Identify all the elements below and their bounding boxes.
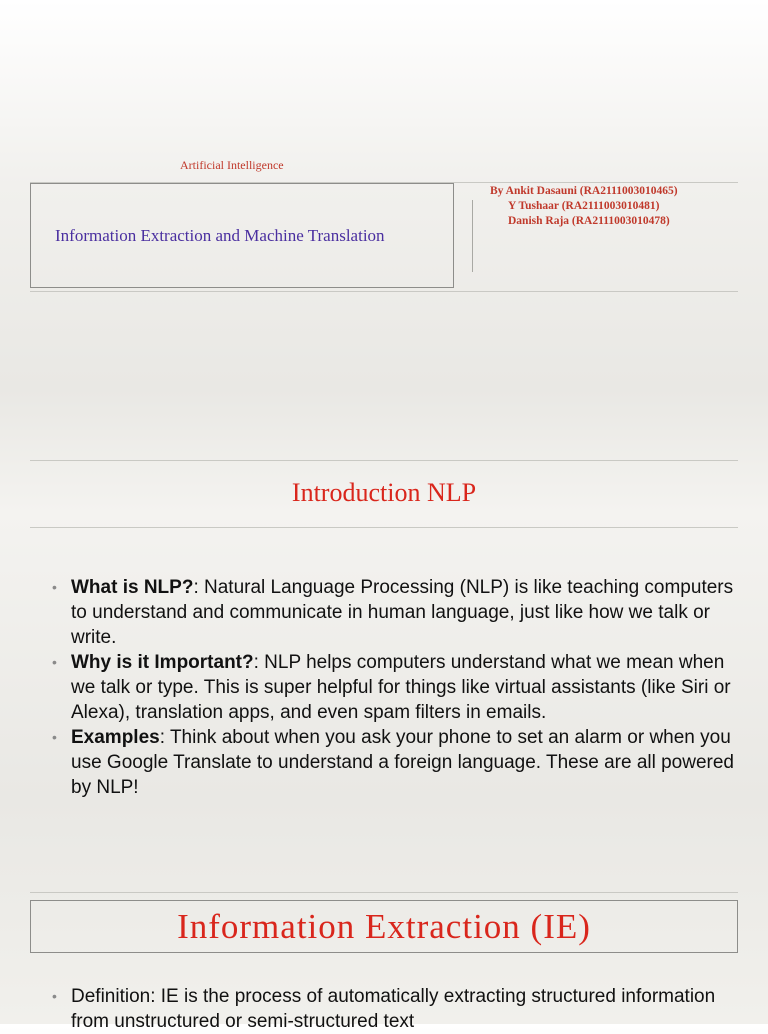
slide-title-divider xyxy=(30,527,738,528)
bullet-list xyxy=(52,575,752,800)
list-item xyxy=(52,725,752,800)
course-name: Artificial Intelligence xyxy=(180,158,284,172)
bullet-label: Why is it Important? xyxy=(71,652,254,673)
bullet-text: Definition: IE is the process of automatically extracting structured information from unstructured or semi-structured text xyxy=(71,986,716,1032)
title-box xyxy=(30,183,454,288)
list-item xyxy=(52,650,752,725)
ie-slide xyxy=(0,868,768,1032)
bullet-icon: • xyxy=(52,654,57,670)
slide-title-box xyxy=(30,900,738,953)
bullet-text: : NLP helps computers understand what we mean when we talk or type. This is super helpful for things like virtual assistants (like Siri or Alexa), translation apps, and even spam filters in emails. xyxy=(71,652,731,723)
author-divider xyxy=(472,200,473,272)
slide-title: Introduction NLP xyxy=(291,478,477,507)
bullet-icon: • xyxy=(52,579,57,595)
bullet-list xyxy=(52,984,752,1034)
title-bottom-divider xyxy=(30,291,738,292)
bullet-label: Examples xyxy=(71,727,160,748)
slide-top-divider xyxy=(30,892,738,893)
author-list xyxy=(490,184,678,229)
author-line: By Ankit Dasauni (RA2111003010465) xyxy=(490,185,678,197)
bullet-text: : Think about when you ask your phone to set an alarm or when you use Google Translate to understand a foreign language. These are all powered by NLP! xyxy=(71,727,734,798)
author-line: Y Tushaar (RA2111003010481) xyxy=(508,200,660,212)
bullet-icon: • xyxy=(52,988,57,1004)
title-slide xyxy=(0,0,768,440)
slide-title: Information Extraction (IE) xyxy=(177,906,591,946)
list-item xyxy=(52,984,752,1034)
bullet-icon: • xyxy=(52,729,57,745)
bullet-text: : Natural Language Processing (NLP) is like teaching computers to understand and communicate in human language, just like how we talk or write. xyxy=(71,577,734,648)
bullet-label: What is NLP? xyxy=(71,577,194,598)
intro-nlp-slide xyxy=(0,446,768,856)
slide-top-divider xyxy=(30,460,738,461)
author-line: Danish Raja (RA2111003010478) xyxy=(508,215,670,227)
presentation-title: Information Extraction and Machine Translation xyxy=(55,225,385,245)
list-item xyxy=(52,575,752,650)
